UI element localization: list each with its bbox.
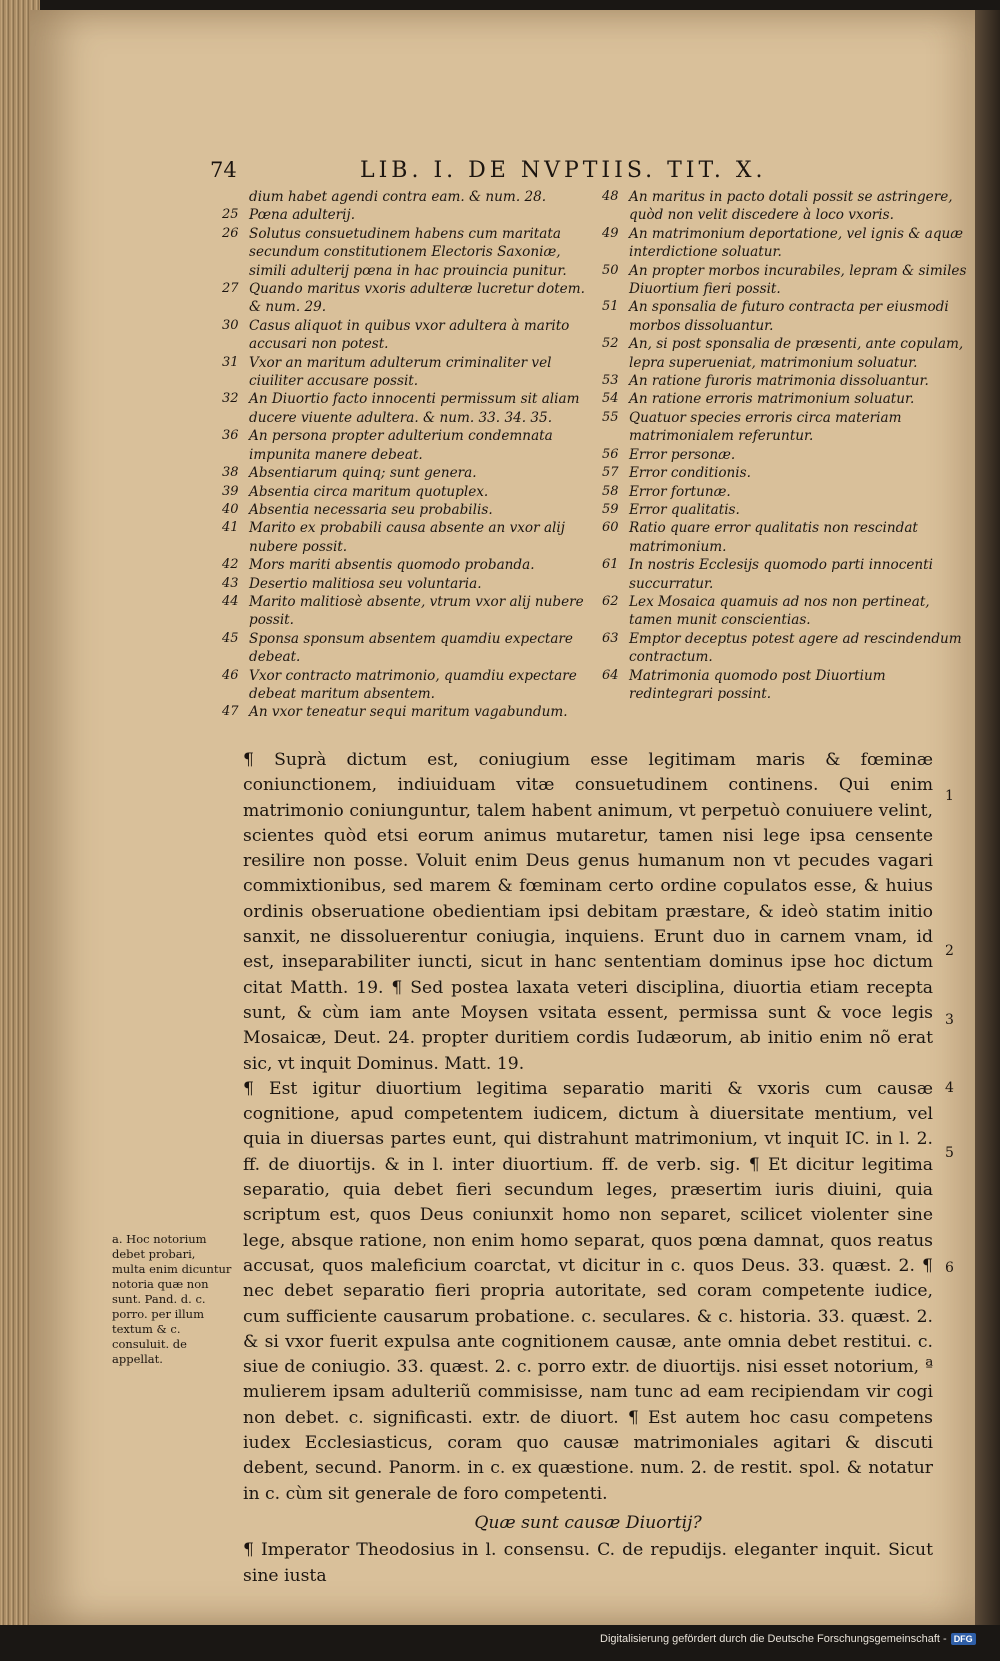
index-entry (602, 667, 972, 704)
index-entry (222, 390, 600, 427)
index-number: 42 (222, 557, 239, 573)
index-entry (602, 298, 972, 335)
index-entry (222, 464, 600, 482)
index-text: Marito malitiosè absente, vtrum vxor alij nubere possit. (249, 593, 584, 629)
index-text: Sponsa sponsum absentem quamdiu expectare debeat. (249, 630, 573, 666)
index-number: 56 (602, 446, 619, 462)
index-number: 32 (222, 391, 239, 407)
index-number: 38 (222, 465, 239, 481)
index-number: 61 (602, 557, 619, 573)
index-text: Error qualitatis. (629, 501, 740, 518)
index-number: 60 (602, 520, 619, 536)
index-entry (222, 556, 600, 574)
book-right-edge (975, 10, 1000, 1625)
index-number: 47 (222, 704, 239, 720)
index-number: 51 (602, 299, 619, 315)
index-text: An Diuortio facto innocenti permissum sit aliam ducere viuente adultera. & num. 33. 34. 35. (249, 391, 580, 426)
index-number: 55 (602, 409, 619, 425)
page-number: 74 (210, 158, 237, 182)
index-entry (222, 188, 600, 206)
margin-number: 6 (945, 1260, 954, 1276)
index-entry (222, 317, 600, 354)
index-text: Matrimonia quomodo post Diuortium redintegrari possint. (629, 667, 886, 702)
index-text: An persona propter adulterium condemnata impunita manere debeat. (249, 428, 553, 463)
index-entry (602, 630, 972, 667)
index-number: 31 (222, 354, 239, 370)
index-entry (222, 630, 600, 667)
index-entry (222, 483, 600, 501)
index-number: 53 (602, 373, 619, 389)
index-text: Desertio malitiosa seu voluntaria. (249, 575, 482, 592)
index-text: An maritus in pacto dotali possit se astringere, quòd non velit discedere à loco vxoris. (629, 189, 953, 224)
margin-number: 1 (945, 788, 954, 804)
index-number: 49 (602, 225, 619, 241)
index-text: Absentia circa maritum quotuplex. (249, 483, 489, 500)
page-title: LIB. I. DE NVPTIIS. TIT. X. (360, 158, 767, 183)
index-text: Marito ex probabili causa absente an vxor alij nubere possit. (249, 520, 565, 555)
index-entry (222, 427, 600, 464)
index-text: Vxor an maritum adulterum criminaliter vel ciuiliter accusare possit. (249, 354, 552, 390)
index-entry (222, 354, 600, 391)
index-text: Emptor deceptus potest agere ad rescindendum contractum. (629, 630, 962, 666)
index-number: 57 (602, 465, 619, 481)
index-entry (602, 335, 972, 372)
index-number: 25 (222, 207, 239, 223)
index-text: Pœna adulterij. (249, 207, 356, 224)
index-entry (602, 225, 972, 262)
margin-number: 4 (945, 1080, 954, 1096)
index-number: 48 (602, 189, 619, 204)
body-paragraph: ¶ Est igitur diuortium legitima separatio mariti & vxoris cum causæ cognitione, apud competentem iudicem, dictum à diuersitate mentium, vel quia in diuersas partes eunt, qui distrahunt matrimonium, vt inquit IC. in l. 2. ff. de diuortijs. & in l. inter diuortium. ff. de verb. sig. ¶ Et dicitur legitima separatio, quia debet fieri secundum leges, præsertim iuris diuini, quia scriptum est, quos Deus coniunxit homo non separet, scilicet violenter sine lege, absque ratione, non enim homo separat, quos pœna damnat, quos reatus accusat, quos maleficium coarctat, vt dicitur in c. quos Deus. 33. quæst. 2. ¶ nec debet separatio fieri propria autoritate, sed coram competente iudice, cum sufficiente causarum probatione. c. seculares. & c. historia. 33. quæst. 2. & si vxor fuerit expulsa ante cognitionem causæ, ante omnia debet restitui. c. siue de coniugio. 33. quæst. 2. c. porro extr. de diuortijs. nisi esset notorium, ª mulierem ipsam adulteriũ commisisse, nam tunc ad eam recipiendam vir cogi non debet. c. significasti. extr. de diuort. ¶ Est autem hoc casu competens iudex Ecclesiasticus, coram quo causæ matrimoniales agitari & discuti debent, secund. Panorm. in c. ex quæstione. num. 2. de restit. spol. & notatur in c. cùm sit generale de foro competenti. (243, 1078, 933, 1504)
index-number: 58 (602, 483, 619, 499)
index-entry (602, 409, 972, 446)
index-entry (222, 519, 600, 556)
index-number (222, 188, 249, 206)
index-entry (602, 483, 972, 501)
index-text: Absentia necessaria seu probabilis. (249, 501, 493, 518)
index-entry (222, 206, 600, 224)
index-entry (222, 667, 600, 704)
index-number: 41 (222, 520, 239, 536)
index-entry (602, 593, 972, 630)
index-entry (222, 280, 600, 317)
body-paragraph: ¶ Suprà dictum est, coniugium esse legitimam maris & fœminæ coniunctionem, indiuiduam vitæ consuetudinem continens. Qui enim matrimonio coniunguntur, talem habent animum, vt perpetuò conuiuere velint, scientes quòd etsi eorum animus mutaretur, tamen nisi lege ipsa censente resilire non posse. Voluit enim Deus genus humanum non vt pecudes vagari commixtionibus, sed marem & fœminam certo ordine copulatos esse, & huius ordinis obseruatione obedientiam ipsi debitam præstare, & ideò statim initio sanxit, ne dissoluerentur coniugia, inquiens. Erunt duo in carnem vnam, id est, inseparabiliter iuncti, sicut in hanc sententiam dominus ipse hoc dictum citat Matth. 19. ¶ Sed postea laxata veteri disciplina, diuortia etiam recepta sunt, & cùm iam ante Moysen vsitata essent, permissa sunt & voce legis Mosaicæ, Deut. 24. propter duritiem cordis Iudæorum, ab initio enim nõ erat sic, vt inquit Dominus. Matt. 19. (243, 750, 933, 1074)
index-entry (222, 501, 600, 519)
index-number: 50 (602, 262, 619, 278)
index-text: An, si post sponsalia de præsenti, ante copulam, lepra superueniat, matrimonium soluatur. (629, 336, 964, 371)
index-entry (222, 225, 600, 280)
index-entry (602, 188, 972, 225)
index-entry (602, 519, 972, 556)
index-text: dium habet agendi contra eam. & num. 28. (249, 189, 547, 205)
index-number: 26 (222, 225, 239, 241)
digitization-credit (600, 1633, 976, 1645)
index-entry (222, 575, 600, 593)
book-page (30, 10, 975, 1625)
index-column-right (602, 188, 972, 703)
index-text: Error personæ. (629, 446, 736, 463)
index-text: An ratione furoris matrimonia dissoluantur. (629, 373, 929, 390)
index-column-left (222, 188, 600, 722)
index-text: Error conditionis. (629, 465, 751, 482)
credit-text: Digitalisierung gefördert durch die Deutsche Forschungsgemeinschaft - (600, 1633, 947, 1645)
body-paragraph: ¶ Imperator Theodosius in l. consensu. C. de repudijs. eleganter inquit. Sicut sine iusta (243, 1540, 933, 1586)
index-text: An sponsalia de futuro contracta per eiusmodi morbos dissoluantur. (629, 299, 949, 334)
index-entry (602, 372, 972, 390)
index-entry (602, 464, 972, 482)
body-text (243, 748, 933, 1589)
index-number: 39 (222, 483, 239, 499)
index-number: 36 (222, 428, 239, 444)
index-number: 63 (602, 630, 619, 646)
index-number: 40 (222, 501, 239, 517)
index-number: 44 (222, 593, 239, 609)
index-entry (602, 556, 972, 593)
index-text: Ratio quare error qualitatis non rescindat matrimonium. (629, 520, 918, 555)
index-number: 45 (222, 630, 239, 646)
index-number: 46 (222, 667, 239, 683)
index-entry (222, 703, 600, 721)
index-text: Mors mariti absentis quomodo probanda. (249, 557, 535, 574)
index-number: 59 (602, 501, 619, 517)
index-text: Casus aliquot in quibus vxor adultera à marito accusari non potest. (249, 317, 570, 353)
index-entry (602, 262, 972, 299)
index-number: 64 (602, 667, 619, 683)
index-number: 27 (222, 281, 239, 297)
section-heading: Quæ sunt causæ Diuortij? (474, 1512, 702, 1533)
index-text: Quatuor species erroris circa materiam matrimonialem referuntur. (629, 409, 902, 445)
marginal-note: a. Hoc notorium debet probari, multa enim dicuntur notoria quæ non sunt. Pand. d. c. porro. per illum textum & c. consuluit. de appellat. (112, 1232, 232, 1366)
index-text: Lex Mosaica quamuis ad nos non pertineat, tamen munit conscientias. (629, 593, 930, 629)
index-text: An propter morbos incurabiles, lepram & similes Diuortium fieri possit. (629, 262, 967, 298)
index-number: 43 (222, 575, 239, 591)
index-text: An vxor teneatur sequi maritum vagabundum. (249, 704, 568, 721)
index-text: An ratione erroris matrimonium soluatur. (629, 391, 915, 408)
index-text: Error fortunæ. (629, 483, 731, 500)
index-text: Vxor contracto matrimonio, quamdiu expectare debeat maritum absentem. (249, 667, 577, 702)
index-number: 30 (222, 317, 239, 333)
index-text: In nostris Ecclesijs quomodo parti innocenti succurratur. (629, 557, 933, 592)
index-number: 54 (602, 391, 619, 407)
index-entry (222, 593, 600, 630)
index-text: Solutus consuetudinem habens cum maritata secundum constitutionem Electoris Saxoniæ, simili adulterij pœna in hac prouincia punitur. (249, 225, 567, 279)
index-entry (602, 390, 972, 408)
margin-number: 5 (945, 1145, 954, 1161)
index-entry (602, 501, 972, 519)
index-number: 62 (602, 593, 619, 609)
index-entry (602, 446, 972, 464)
index-text: Absentiarum quinq; sunt genera. (249, 465, 477, 482)
margin-number: 2 (945, 943, 954, 959)
index-text: Quando maritus vxoris adulteræ lucretur dotem. & num. 29. (249, 281, 585, 316)
dfg-logo: DFG (951, 1633, 976, 1645)
index-number: 52 (602, 336, 619, 352)
margin-number: 3 (945, 1012, 954, 1028)
index-text: An matrimonium deportatione, vel ignis & aquæ interdictione soluatur. (629, 225, 964, 261)
